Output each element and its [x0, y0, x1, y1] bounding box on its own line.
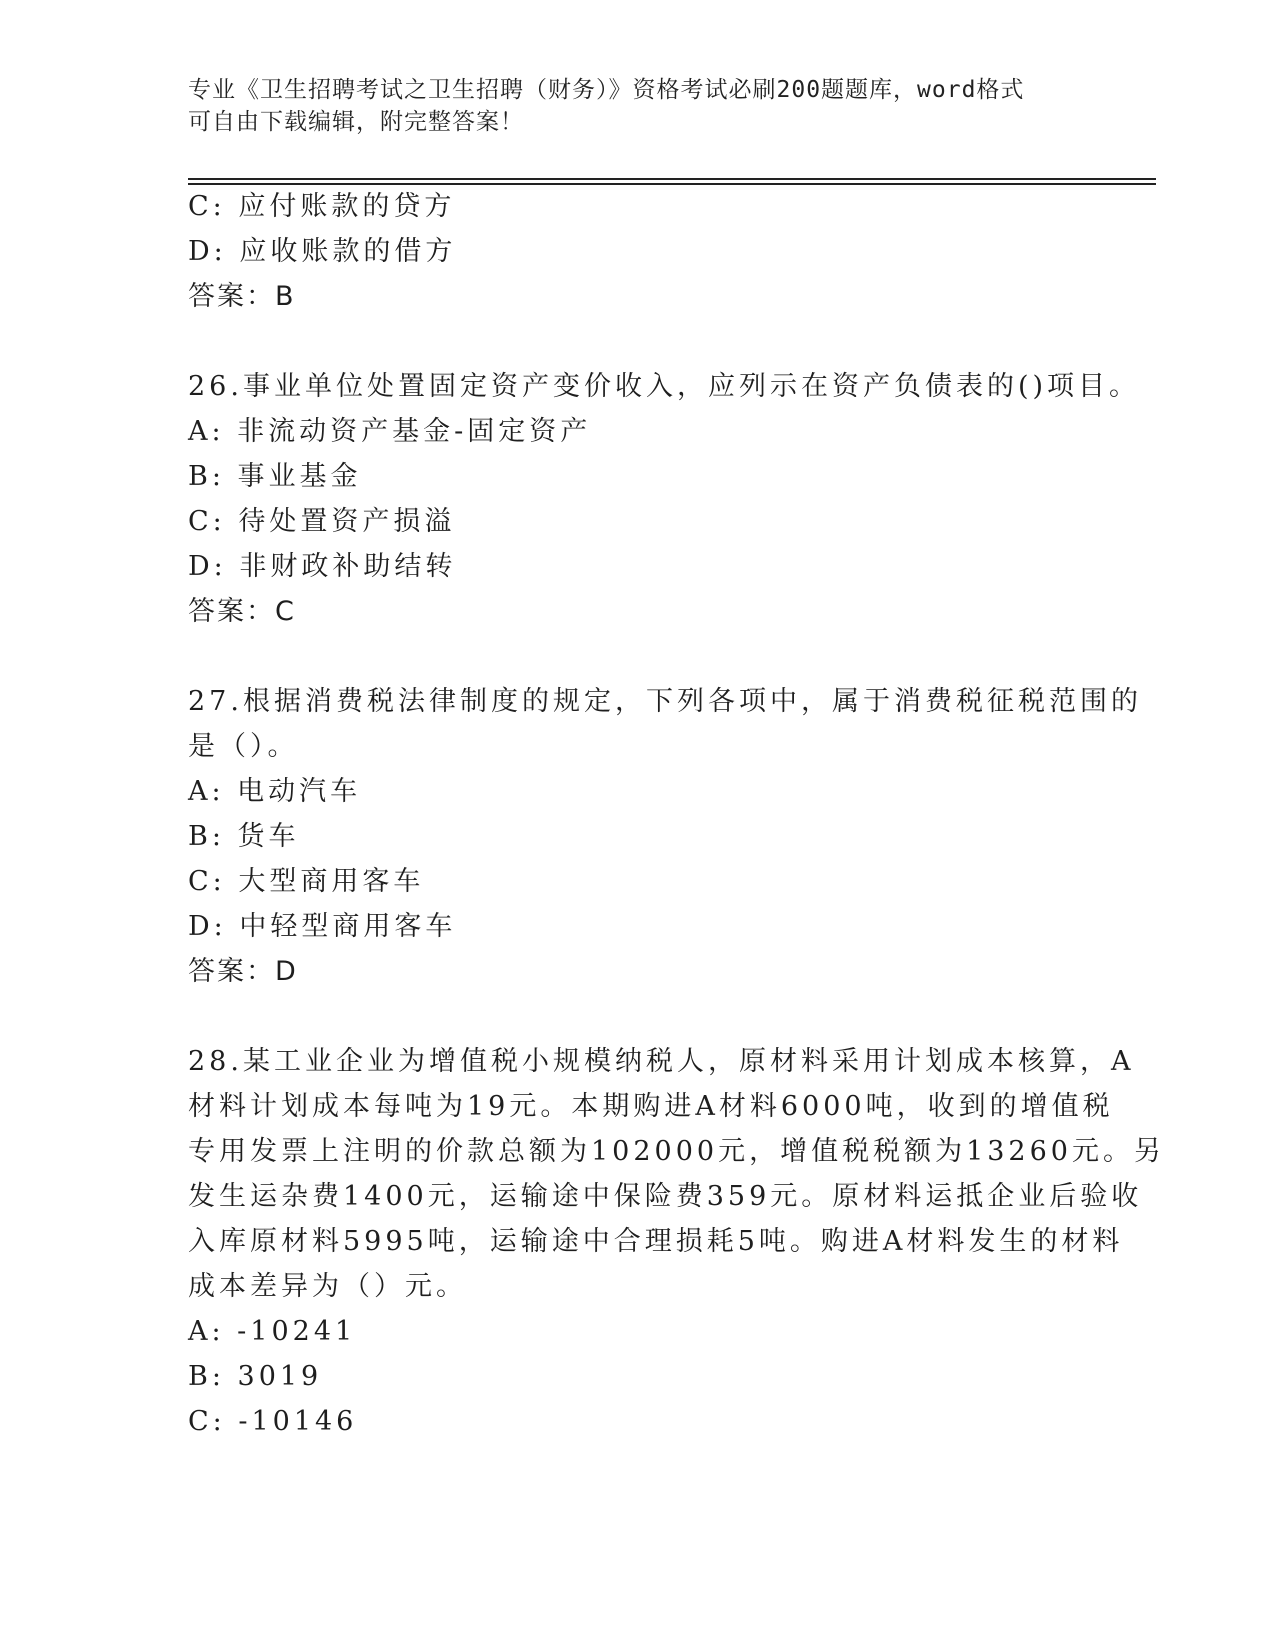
q27-option-b: B: 货车 [188, 821, 300, 852]
q27-stem-line-1: 27.根据消费税法律制度的规定，下列各项中，属于消费税征税范围的 [188, 686, 1142, 717]
document-header [188, 74, 1088, 138]
q28-option-c: C: -10146 [188, 1406, 358, 1437]
q25-option-c: C: 应付账款的贷方 [188, 191, 456, 222]
header-divider-top [188, 178, 1156, 180]
q26-option-d: D: 非财政补助结转 [188, 551, 457, 582]
q26-option-a: A: 非流动资产基金-固定资产 [188, 416, 592, 447]
q28-stem-line-1: 28.某工业企业为增值税小规模纳税人，原材料采用计划成本核算，A [188, 1046, 1135, 1077]
header-divider-bottom [188, 183, 1156, 185]
header-title-line-2: 可自由下载编辑，附完整答案！ [188, 109, 524, 135]
q28-stem-line-3: 专用发票上注明的价款总额为102000元，增值税税额为13260元。另 [188, 1136, 1165, 1167]
q27-option-d: D: 中轻型商用客车 [188, 911, 457, 942]
q26-answer: 答案：C [188, 596, 296, 627]
q25-answer: 答案：B [188, 281, 296, 312]
q28-stem-line-4: 发生运杂费1400元，运输途中保险费359元。原材料运抵企业后验收 [188, 1181, 1143, 1212]
q28-stem-line-5: 入库原材料5995吨，运输途中合理损耗5吨。购进A材料发生的材料 [188, 1226, 1124, 1257]
q27-option-c: C: 大型商用客车 [188, 866, 425, 897]
q25-option-d: D: 应收账款的借方 [188, 236, 457, 267]
q28-option-a: A: -10241 [188, 1316, 357, 1347]
q28-stem-line-6: 成本差异为（）元。 [188, 1271, 467, 1302]
q28-stem-line-2: 材料计划成本每吨为19元。本期购进A材料6000吨，收到的增值税 [188, 1091, 1114, 1122]
q26-option-c: C: 待处置资产损溢 [188, 506, 456, 537]
q27-stem-line-2: 是（）。 [188, 731, 299, 762]
q27-answer: 答案：D [188, 956, 298, 987]
q28-option-b: B: 3019 [188, 1361, 323, 1392]
q27-option-a: A: 电动汽车 [188, 776, 362, 807]
q26-option-b: B: 事业基金 [188, 461, 362, 492]
q26-stem: 26.事业单位处置固定资产变价收入，应列示在资产负债表的()项目。 [188, 371, 1141, 402]
header-title-line-1: 专业《卫生招聘考试之卫生招聘（财务）》资格考试必刷200题题库，word格式 [188, 77, 1025, 103]
